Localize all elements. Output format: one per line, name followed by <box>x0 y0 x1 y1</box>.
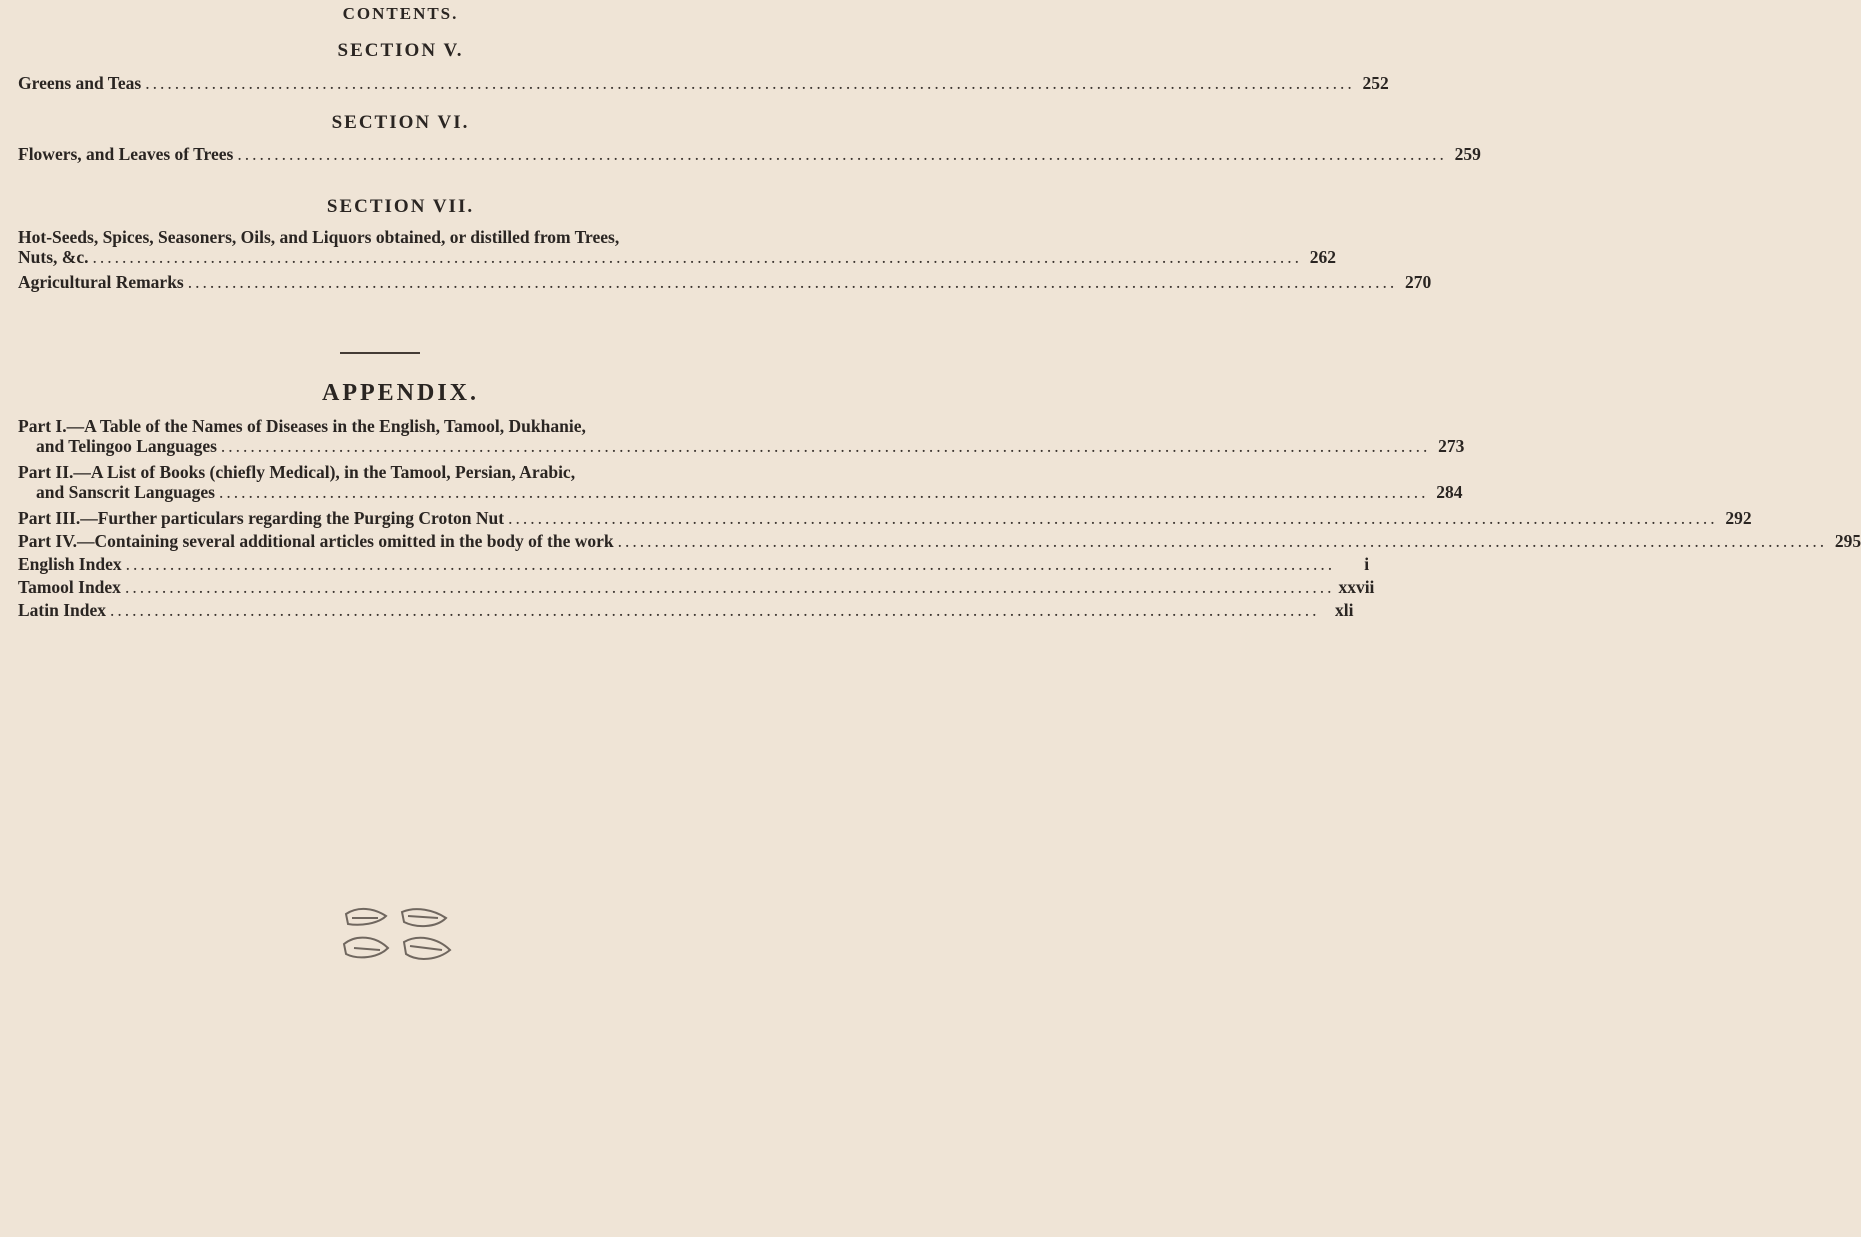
library-stamp-icon <box>338 904 458 970</box>
divider-rule <box>340 352 420 354</box>
toc-entry-title: Tamool Index <box>18 577 121 597</box>
toc-entry-title: Flowers, and Leaves of Trees <box>18 144 234 164</box>
toc-entry-title: Greens and Teas <box>18 73 142 93</box>
toc-entry-page: xxvii <box>1338 577 1375 597</box>
toc-entry-title-line: and Telingoo Languages <box>36 436 217 456</box>
toc-entry-page: 273 <box>1438 436 1465 456</box>
section-6-heading: SECTION VI. <box>331 112 470 133</box>
toc-entry-title-line: Part I.—A Table of the Names of Diseases in the English, Tamool, Dukhanie, <box>18 416 586 436</box>
toc-entry[interactable]: Hot-Seeds, Spices, Seasoners, Oils, and Liquors obtained, or distilled from Trees, Nuts, &c. .................................................................................................................................................................... 262 <box>18 227 1336 267</box>
toc-entry-page: xli <box>1335 600 1354 620</box>
toc-entry[interactable]: Part III.—Further particulars regarding the Purging Croton Nut .................................................................................................................................................................... 292 <box>18 508 1752 528</box>
toc-entry[interactable]: Part II.—A List of Books (chiefly Medical), in the Tamool, Persian, Arabic, and Sanscrit Languages .................................................................................................................................................................... 284 <box>18 462 1463 502</box>
toc-entry-title: Latin Index <box>18 600 107 620</box>
toc-entry-page: 262 <box>1309 247 1336 267</box>
toc-entry-page: i <box>1364 554 1370 574</box>
running-head: CONTENTS. <box>342 4 459 23</box>
toc-entry-page: 252 <box>1362 73 1389 93</box>
section-7-heading: SECTION VII. <box>326 196 475 217</box>
toc-entry-title: English Index <box>18 554 122 574</box>
toc-entry-title: Part III.—Further particulars regarding the Purging Croton Nut <box>18 508 505 528</box>
appendix-heading: APPENDIX. <box>322 380 479 406</box>
toc-entry-title: Agricultural Remarks <box>18 272 184 292</box>
toc-entry-page: 292 <box>1725 508 1752 528</box>
toc-entry-page: 270 <box>1405 272 1432 292</box>
toc-entry[interactable]: Flowers, and Leaves of Trees .................................................................................................................................................................... 259 <box>18 144 1481 164</box>
toc-entry-page: 259 <box>1454 144 1481 164</box>
toc-entry-title: Part IV.—Containing several additional articles omitted in the body of the work <box>18 531 614 551</box>
toc-entry-title-line: Hot-Seeds, Spices, Seasoners, Oils, and Liquors obtained, or distilled from Trees, <box>18 227 620 247</box>
toc-entry[interactable]: Agricultural Remarks .................................................................................................................................................................... 270 <box>18 272 1432 292</box>
toc-entry-title-line: Nuts, &c. <box>18 247 89 267</box>
toc-entry-title-line: Part II.—A List of Books (chiefly Medical), in the Tamool, Persian, Arabic, <box>18 462 576 482</box>
toc-entry[interactable]: Part IV.—Containing several additional articles omitted in the body of the work .................................................................................................................................................................... 295 <box>18 531 1861 551</box>
toc-entry-page: 284 <box>1436 482 1463 502</box>
toc-entry[interactable]: Part I.—A Table of the Names of Diseases in the English, Tamool, Dukhanie, and Telingoo Languages .................................................................................................................................................................... 273 <box>18 416 1465 456</box>
toc-entry[interactable]: Greens and Teas .................................................................................................................................................................... 252 <box>18 73 1389 93</box>
toc-entry[interactable]: English Index .................................................................................................................................................................... i <box>18 554 1370 574</box>
toc-entry[interactable]: Latin Index .................................................................................................................................................................... xli <box>18 600 1354 620</box>
toc-entry-title-line: and Sanscrit Languages <box>36 482 215 502</box>
toc-entry-page: 295 <box>1834 531 1861 551</box>
toc-entry[interactable]: Tamool Index .................................................................................................................................................................... xxvii <box>18 577 1375 597</box>
section-5-heading: SECTION V. <box>337 40 464 61</box>
